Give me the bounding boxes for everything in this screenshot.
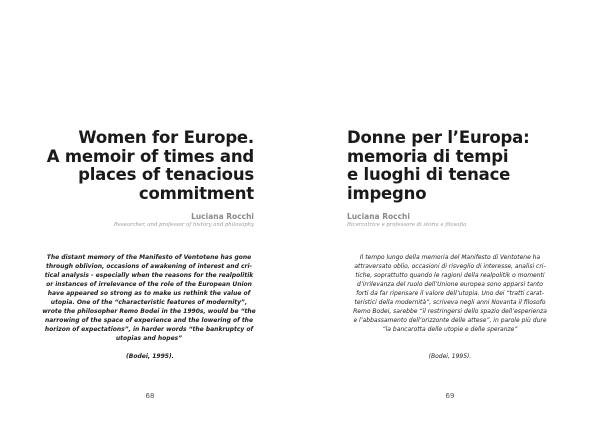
quote-line: utopia. One of the “characteristic features of modernity”,: [50, 298, 248, 306]
quote-line: forti da far ripensare il valore dell’utopia. Uno dei “tratti carat-: [356, 289, 544, 297]
quote-line: The distant memory of the Manifesto of Ventotene has gone: [46, 254, 252, 261]
quote-citation: (Bodei, 1995).: [428, 353, 472, 360]
title-line: e luoghi di tenace: [347, 165, 511, 184]
author-name: Luciana Rocchi: [347, 212, 410, 221]
author-role: Ricercatrice e professore di storia e filosofia: [347, 222, 467, 228]
quote-line: narrowing of the space of experience and the lowering of the: [44, 316, 254, 324]
title-line: Donne per l’Europa:: [347, 128, 530, 147]
quote-line: wrote the philosopher Remo Bodei in the 1990s, would be “the: [42, 307, 256, 315]
title-line: places of tenacious: [78, 165, 254, 184]
quote-line: tiche, soprattutto quando le ragioni della realpolitik o momenti: [355, 271, 545, 279]
page-title: [44, 129, 254, 203]
quote-line: teristici della modernità”, scriveva negli anni Novanta il filosofo: [354, 298, 546, 306]
quote-citation: (Bodei, 1995).: [126, 353, 174, 360]
quote-line: tical analysis - especially when the reasons for the realpolitik: [44, 271, 254, 279]
quote-line: Il tempo lungo della memoria del Manifesto di Ventotene ha: [359, 254, 541, 261]
quote-line: utopias and hopes”: [115, 334, 183, 342]
author-role: Researcher, and professor of history and philosophy: [113, 222, 254, 228]
quote-line: horizon of expectations”, in harder words “the bankruptcy of: [44, 325, 254, 333]
page-title: [347, 129, 547, 203]
quote-line: d’irrilevanza del ruolo dell’Unione europea sono apparsi tanto: [357, 280, 543, 288]
right-page: [300, 0, 600, 425]
title-line: A memoir of times and: [46, 146, 254, 166]
epigraph-quote: [336, 254, 564, 335]
page-number: 68: [145, 392, 155, 400]
title-line: Women for Europe.: [78, 128, 254, 147]
author-name: Luciana Rocchi: [191, 212, 254, 221]
quote-line: have appeared so strong as to make us rethink the value of: [47, 289, 251, 297]
title-line: commitment: [138, 183, 254, 203]
page-number: 69: [445, 392, 455, 400]
title-line: memoria di tempi: [347, 146, 509, 166]
quote-line: Remo Bodei, sarebbe “il restringersi dello spazio dell’esperienza: [353, 307, 547, 315]
quote-line: through oblivion, occasions of awakening of interest and cri-: [45, 262, 253, 270]
quote-line: “la bancarotta delle utopie e delle speranze”: [382, 325, 518, 333]
epigraph-quote: [34, 254, 264, 344]
quote-line: e l’abbassamento dell’orizzonte delle attese”, in parole più dure: [353, 316, 547, 324]
quote-line: or instances of irrelevance of the role of the European Union: [46, 280, 252, 288]
title-line: impegno: [347, 183, 427, 203]
quote-line: attraversato oblio, occasioni di risveglio di interesse, analisi cri-: [354, 262, 546, 270]
